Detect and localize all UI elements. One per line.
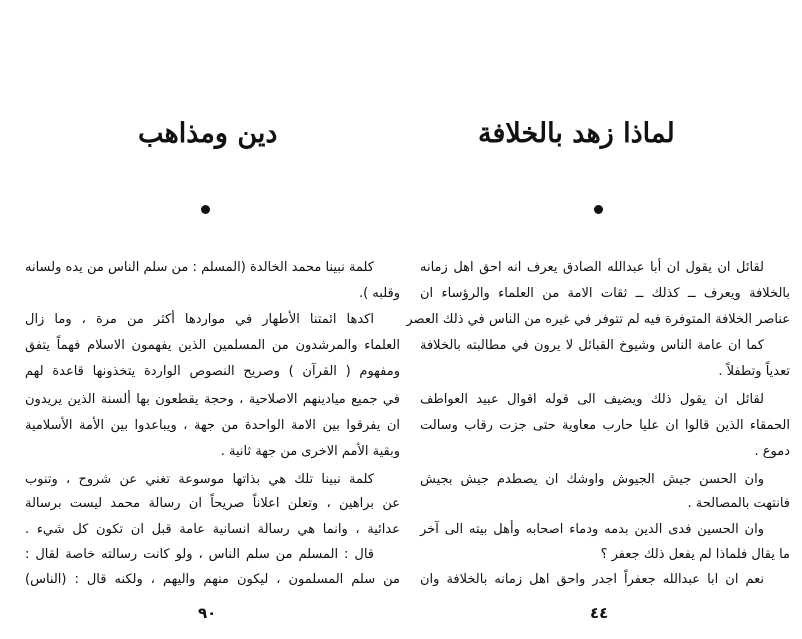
chapter-title: لماذا زهد بالخلافة — [478, 118, 675, 149]
text-line: دموع . — [754, 444, 790, 459]
text-line: فانتهت بالمصالحة . — [687, 496, 790, 511]
text-line: كما ان عامة الناس وشيوخ القبائل لا يرون في مطالبته بالخلافة — [420, 338, 764, 353]
text-line: وان الحسين فدى الدين بدمه ودماء اصحابه وأهل بيته الى آخر — [420, 522, 764, 537]
chapter-title: دين ومذاهب — [138, 118, 278, 149]
text-line: بالخلافة ويعرف ــ كذلك ــ ثقات الامة من العلماء والرؤساء ان — [420, 286, 790, 301]
page-number: ٤٤ — [590, 604, 609, 622]
page-number: ٩٠ — [198, 604, 217, 622]
text-line: لقائل ان يقول ذلك ويضيف الى قوله اقوال عبيد العواطف — [420, 392, 764, 407]
text-line: ان يفرقوا بين الامة الواحدة من جهة ، ويباعدوا بين الأمة الأسلامية — [25, 418, 400, 433]
text-line: اكدها ائمتنا الأطهار في مواردها أكثر من مرة ، وما زال — [25, 312, 374, 327]
text-line: لقائل ان يقول ان أبا عبدالله الصادق يعرف انه احق اهل زمانه — [420, 260, 764, 275]
text-line: تعدياً وتطفلاً . — [718, 364, 790, 379]
bullet-ornament — [594, 205, 603, 214]
text-line: من سلم المسلمون ، ليكون منهم واليهم ، ولكنه قال : (الناس) — [25, 572, 400, 587]
text-line: وان الحسن جيش الجيوش واوشك ان يصطدم جيش بجيش — [420, 472, 764, 487]
text-line: العلماء والمرشدون من المسلمين الذين يفهمون الاسلام فهماً يتفق — [25, 338, 400, 353]
text-line: ما يقال فلماذا لم يفعل ذلك جعفر ؟ — [600, 547, 790, 562]
text-line: نعم ان ابا عبدالله جعفراً اجدر واحق اهل زمانه بالخلافة وان — [420, 572, 764, 587]
text-line: عدائية ، وانما هي رسالة انسانية عامة قبل ان تكون كل شيء . — [25, 522, 400, 537]
bullet-ornament — [201, 205, 210, 214]
text-line: كلمة نبينا تلك هي بذاتها موسوعة تغني عن شروح ، وتنوب — [25, 472, 374, 487]
text-line: كلمة نبينا محمد الخالدة (المسلم : من سلم الناس من يده ولسانه — [25, 260, 374, 275]
text-line: وقلبه ). — [358, 286, 400, 301]
text-line: ومفهوم ( القرآن ) وصريح النصوص الواردة يتخذونها قاعدة لهم — [25, 364, 400, 379]
text-line: الحمقاء الذين قالوا ان عليا حارب معاوية حتى جزت رقاب وسالت — [420, 418, 790, 433]
text-line: في جميع ميادينهم الاصلاحية ، وحجة يقطعون بها ألسنة الذين يريدون — [25, 392, 400, 407]
text-line: قال : المسلم من سلم الناس ، ولو كانت رسالته خاصة لقال : — [25, 547, 374, 562]
text-line: عن براهين ، وتعلن اعلاناً صريحاً ان رسالة محمد ليست برسالة — [25, 496, 400, 511]
text-line: وبقية الأمم الاخرى من جهة ثانية . — [220, 444, 400, 459]
text-line: عناصر الخلافة المتوفرة فيه لم تتوفر في غيره من الناس في ذلك العصر — [406, 312, 790, 327]
